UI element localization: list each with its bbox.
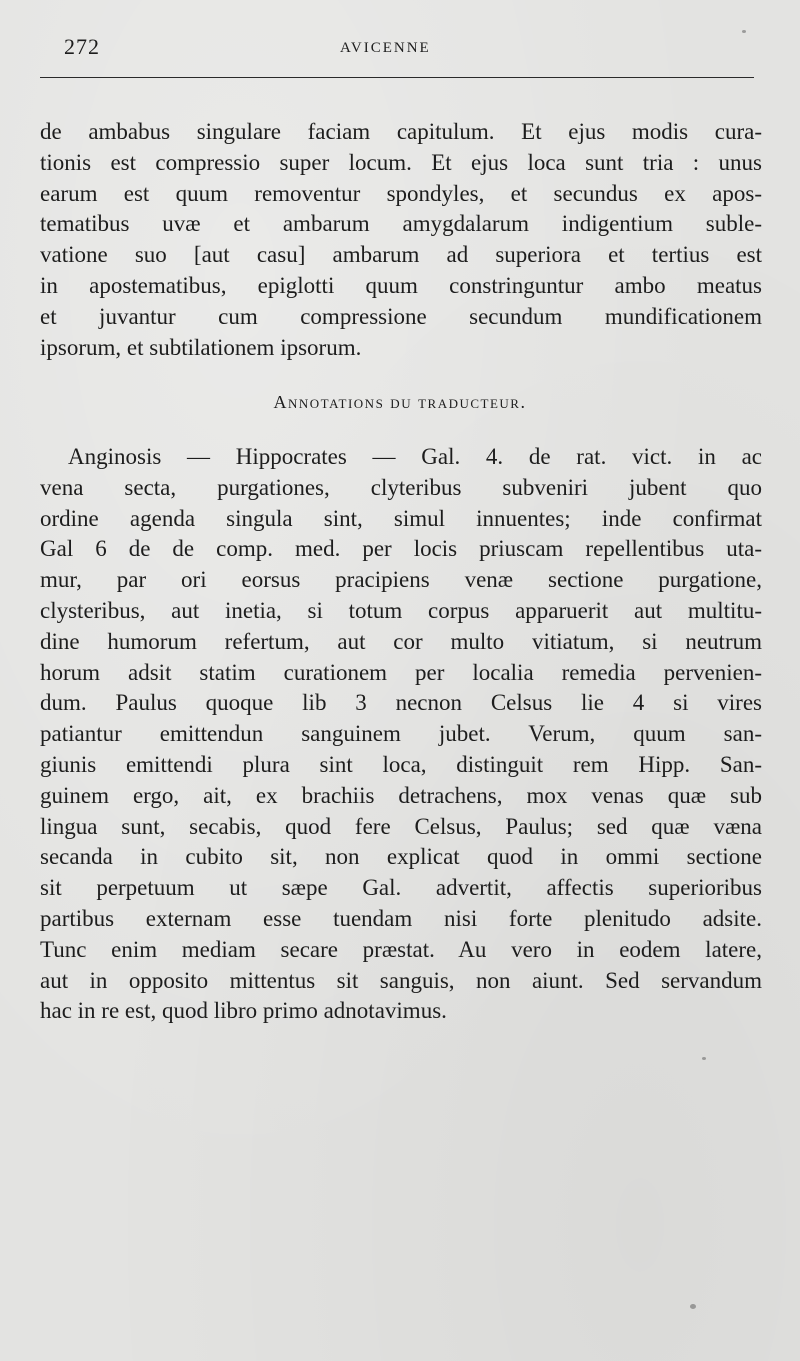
text-line: lingua sunt, secabis, quod fere Celsus, Paulus; sed quæ væna xyxy=(40,813,762,839)
text-line: Gal 6 de de comp. med. per locis priuscam repellentibus uta- xyxy=(40,536,762,562)
header-rule xyxy=(40,77,754,78)
text-line: giunis emittendi plura sint loca, distinguit rem Hipp. San- xyxy=(40,751,762,777)
text-line: ipsorum, et subtilationem ipsorum. xyxy=(40,334,362,360)
latin-paragraph xyxy=(40,117,762,363)
paper-speck xyxy=(702,1057,706,1060)
text-line: Anginosis — Hippocrates — Gal. 4. de rat. vict. in ac xyxy=(68,444,762,469)
text-line: sit perpetuum ut sæpe Gal. advertit, affectis superioribus xyxy=(40,875,762,901)
text-line: mur, par ori eorsus pracipiens venæ sectione purgatione, xyxy=(40,567,762,593)
section-title: Annotations du traducteur. xyxy=(273,392,527,412)
text-line: hac in re est, quod libro primo adnotavimus. xyxy=(40,998,447,1024)
text-line: tematibus uvæ et ambarum amygdalarum indigentium suble- xyxy=(40,211,762,237)
text-line: horum adsit statim curationem per localia remedia pervenien- xyxy=(40,659,762,685)
text-line: guinem ergo, ait, ex brachiis detrachens, mox venas quæ sub xyxy=(40,782,762,808)
text-line: Tunc enim mediam secare præstat. Au vero in eodem latere, xyxy=(40,936,762,962)
text-line: earum est quum removentur spondyles, et secundus ex apos- xyxy=(40,180,762,206)
annotations-paragraph xyxy=(40,442,762,1027)
text-line: vena secta, purgationes, clyteribus subveniri jubent quo xyxy=(40,474,762,500)
text-line: et juvantur cum compressione secundum mundificationem xyxy=(40,303,762,329)
text-line: tionis est compressio super locum. Et ejus loca sunt tria : unus xyxy=(40,149,762,175)
paper-speck xyxy=(742,30,746,33)
page-number: 272 xyxy=(64,34,100,59)
text-line: dum. Paulus quoque lib 3 necnon Celsus lie 4 si vires xyxy=(40,690,762,716)
text-line: ordine agenda singula sint, simul innuentes; inde confirmat xyxy=(40,505,762,531)
page-header xyxy=(40,34,752,64)
text-line: patiantur emittendun sanguinem jubet. Verum, quum san- xyxy=(40,721,762,747)
text-line: aut in opposito mittentus sit sanguis, non aiunt. Sed servandum xyxy=(40,967,762,993)
text-line: vatione suo [aut casu] ambarum ad superiora et tertius est xyxy=(40,242,762,268)
text-line: in apostematibus, epiglotti quum constringuntur ambo meatus xyxy=(40,272,762,298)
text-line: clysteribus, aut inetia, si totum corpus apparuerit aut multitu- xyxy=(40,597,762,623)
running-head: AVICENNE xyxy=(340,40,431,56)
text-line: partibus externam esse tuendam nisi forte plenitudo adsite. xyxy=(40,905,762,931)
text-line: secanda in cubito sit, non explicat quod in ommi sectione xyxy=(40,844,762,870)
text-line: dine humorum refertum, aut cor multo vitiatum, si neutrum xyxy=(40,628,762,654)
paper-speck xyxy=(690,1304,696,1309)
text-line: de ambabus singulare faciam capitulum. Et ejus modis cura- xyxy=(40,119,762,144)
